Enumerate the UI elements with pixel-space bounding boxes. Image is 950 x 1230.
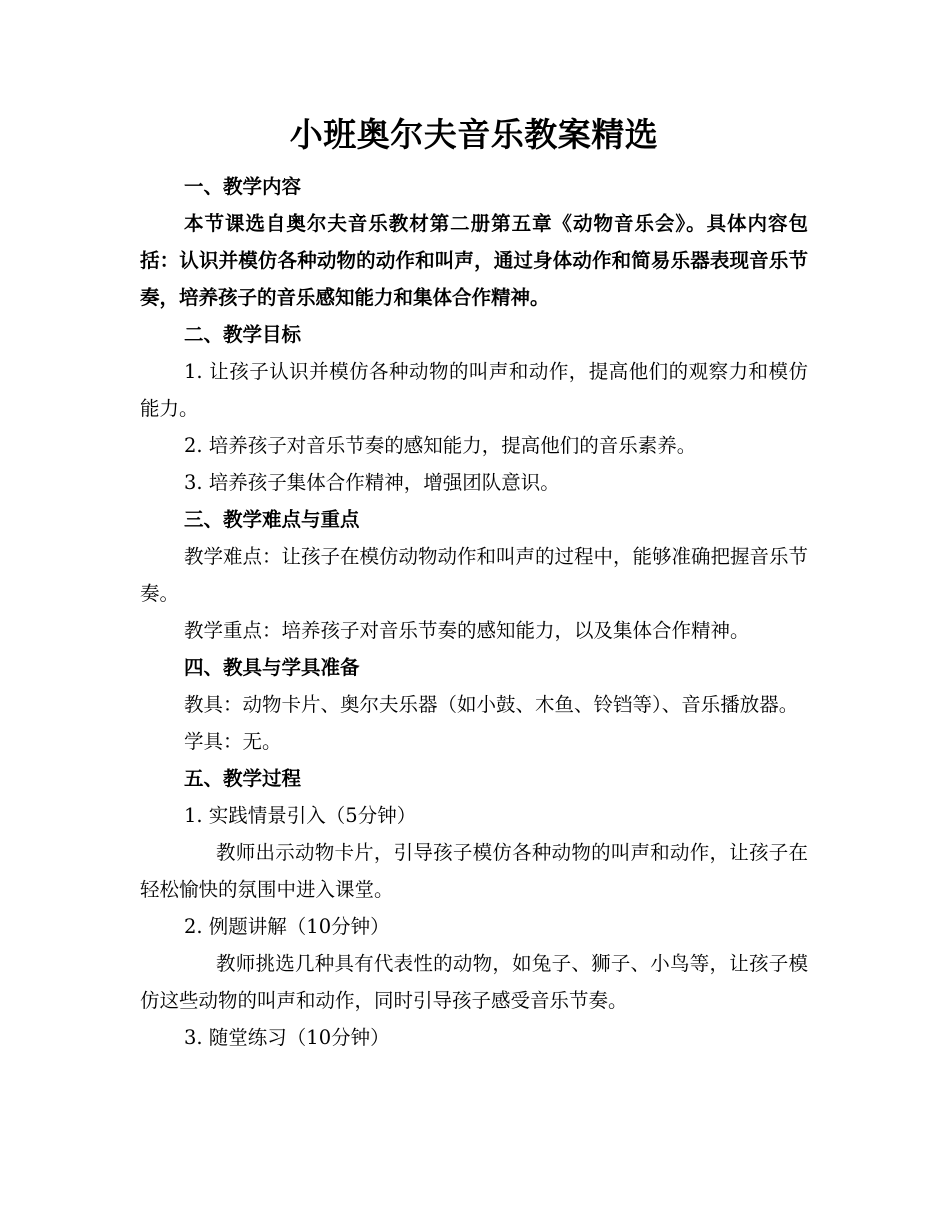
section-heading-objectives: 二、教学目标 xyxy=(184,323,302,346)
section-heading-key-points: 三、教学难点与重点 xyxy=(184,508,360,531)
difficulty-paragraph: 教学难点：让孩子在模仿动物动作和叫声的过程中，能够准确把握音乐节奏。 xyxy=(140,545,809,605)
content-paragraph: 本节课选自奥尔夫音乐教材第二册第五章《动物音乐会》。具体内容包括：认识并模仿各种动物的动作和叫声，通过身体动作和简易乐器表现音乐节奏，培养孩子的音乐感知能力和集体合作精神。 xyxy=(140,212,808,309)
process-step-1-detail: 教师出示动物卡片，引导孩子模仿各种动物的叫声和动作，让孩子在轻松愉快的氛围中进入课堂。 xyxy=(140,841,808,901)
student-materials-paragraph: 学具：无。 xyxy=(184,730,282,753)
objective-item-2: 2. 培养孩子对音乐节奏的感知能力，提高他们的音乐素养。 xyxy=(184,434,697,457)
section-heading-process: 五、教学过程 xyxy=(184,767,302,790)
objective-item-3: 3. 培养孩子集体合作精神，增强团队意识。 xyxy=(184,471,560,494)
process-step-1: 1. 实践情景引入（5分钟） xyxy=(184,804,417,827)
teaching-aids-paragraph: 教具：动物卡片、奥尔夫乐器（如小鼓、木鱼、铃铛等）、音乐播放器。 xyxy=(184,693,799,716)
section-heading-materials: 四、教具与学具准备 xyxy=(184,656,360,679)
focus-paragraph: 教学重点：培养孩子对音乐节奏的感知能力，以及集体合作精神。 xyxy=(184,619,750,642)
section-heading-content: 一、教学内容 xyxy=(184,175,302,198)
document-title: 小班奥尔夫音乐教案精选 xyxy=(289,115,659,154)
process-step-2: 2. 例题讲解（10分钟） xyxy=(184,915,390,938)
process-step-3: 3. 随堂练习（10分钟） xyxy=(184,1026,390,1049)
objective-item-1: 1. 让孩子认识并模仿各种动物的叫声和动作，提高他们的观察力和模仿能力。 xyxy=(140,360,808,420)
process-step-2-detail: 教师挑选几种具有代表性的动物，如兔子、狮子、小鸟等，让孩子模仿这些动物的叫声和动作，同时引导孩子感受音乐节奏。 xyxy=(140,952,808,1012)
document-page xyxy=(140,110,808,1056)
